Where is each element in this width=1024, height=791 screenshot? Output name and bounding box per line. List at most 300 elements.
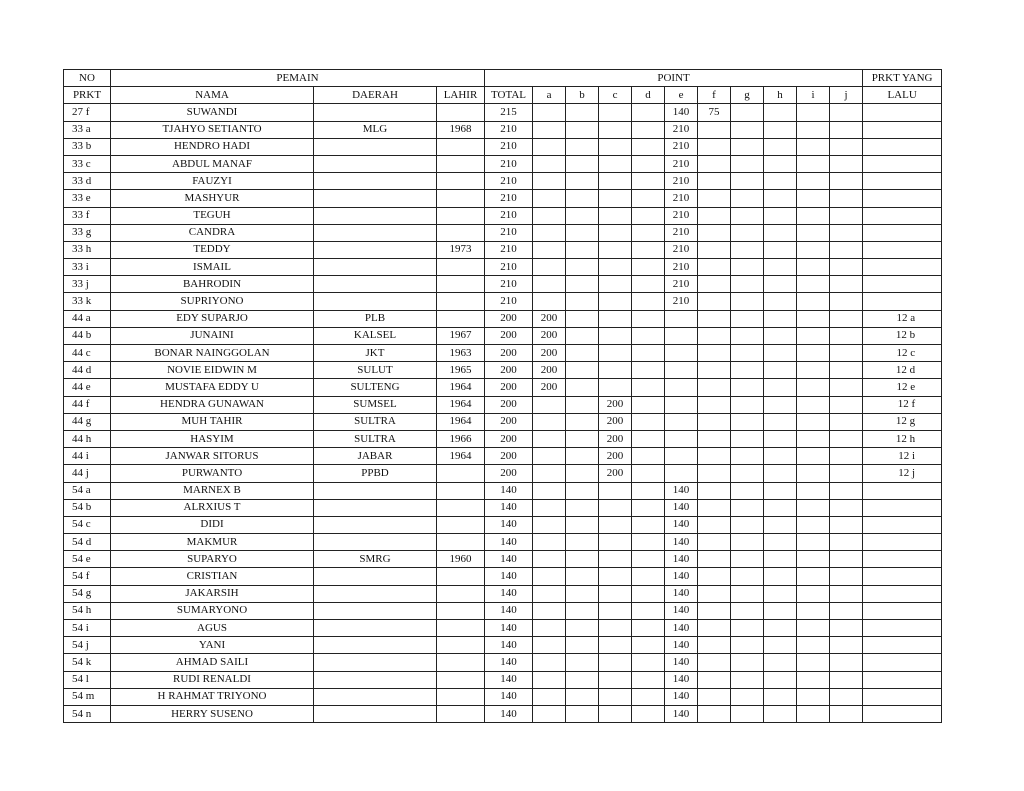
cell-prkt-lalu	[863, 155, 942, 172]
cell-no: 33 h	[64, 241, 111, 258]
cell-a	[533, 224, 566, 241]
cell-j	[830, 654, 863, 671]
cell-i	[797, 327, 830, 344]
cell-prkt-lalu	[863, 190, 942, 207]
cell-no: 54 i	[64, 620, 111, 637]
cell-c	[599, 705, 632, 722]
cell-c	[599, 688, 632, 705]
cell-c	[599, 499, 632, 516]
table-row	[64, 534, 942, 551]
cell-f	[698, 173, 731, 190]
cell-b	[566, 568, 599, 585]
cell-nama: TJAHYO SETIANTO	[111, 121, 314, 138]
cell-b	[566, 241, 599, 258]
cell-e: 140	[665, 551, 698, 568]
cell-e: 210	[665, 241, 698, 258]
cell-h	[764, 671, 797, 688]
table-row	[64, 602, 942, 619]
cell-a	[533, 654, 566, 671]
cell-nama: MUSTAFA EDDY U	[111, 379, 314, 396]
cell-h	[764, 190, 797, 207]
cell-h	[764, 413, 797, 430]
cell-f	[698, 155, 731, 172]
table-row	[64, 448, 942, 465]
cell-prkt-lalu	[863, 276, 942, 293]
cell-no: 54 a	[64, 482, 111, 499]
cell-daerah: JKT	[314, 345, 437, 362]
cell-b	[566, 138, 599, 155]
cell-i	[797, 396, 830, 413]
cell-nama: YANI	[111, 637, 314, 654]
header-daerah: DAERAH	[314, 87, 437, 104]
cell-nama: JUNAINI	[111, 327, 314, 344]
cell-f	[698, 620, 731, 637]
cell-f	[698, 585, 731, 602]
cell-j	[830, 499, 863, 516]
cell-b	[566, 259, 599, 276]
cell-i	[797, 637, 830, 654]
cell-nama: HENDRA GUNAWAN	[111, 396, 314, 413]
cell-prkt-lalu	[863, 293, 942, 310]
cell-total: 140	[485, 688, 533, 705]
cell-d	[632, 413, 665, 430]
cell-e: 210	[665, 224, 698, 241]
cell-h	[764, 568, 797, 585]
cell-b	[566, 155, 599, 172]
cell-i	[797, 345, 830, 362]
cell-lahir: 1964	[437, 396, 485, 413]
cell-c	[599, 671, 632, 688]
table-row	[64, 499, 942, 516]
cell-a	[533, 516, 566, 533]
cell-g	[731, 173, 764, 190]
cell-i	[797, 224, 830, 241]
cell-c	[599, 327, 632, 344]
cell-c	[599, 121, 632, 138]
cell-daerah	[314, 173, 437, 190]
cell-prkt-lalu	[863, 121, 942, 138]
cell-c: 200	[599, 413, 632, 430]
cell-f	[698, 637, 731, 654]
cell-j	[830, 516, 863, 533]
cell-daerah: JABAR	[314, 448, 437, 465]
cell-g	[731, 362, 764, 379]
table-row	[64, 327, 942, 344]
cell-daerah	[314, 654, 437, 671]
cell-total: 140	[485, 585, 533, 602]
cell-a	[533, 173, 566, 190]
cell-a: 200	[533, 345, 566, 362]
cell-j	[830, 482, 863, 499]
cell-c	[599, 482, 632, 499]
header-h: h	[764, 87, 797, 104]
cell-lahir	[437, 173, 485, 190]
cell-b	[566, 671, 599, 688]
cell-b	[566, 310, 599, 327]
cell-g	[731, 551, 764, 568]
cell-j	[830, 104, 863, 121]
cell-e: 140	[665, 654, 698, 671]
cell-daerah	[314, 534, 437, 551]
cell-no: 33 f	[64, 207, 111, 224]
cell-daerah: PLB	[314, 310, 437, 327]
cell-h	[764, 104, 797, 121]
cell-c	[599, 379, 632, 396]
cell-e	[665, 413, 698, 430]
cell-no: 54 j	[64, 637, 111, 654]
header-c: c	[599, 87, 632, 104]
cell-d	[632, 207, 665, 224]
cell-prkt-lalu: 12 i	[863, 448, 942, 465]
cell-b	[566, 430, 599, 447]
cell-b	[566, 585, 599, 602]
cell-no: 33 i	[64, 259, 111, 276]
cell-daerah: SULTRA	[314, 413, 437, 430]
header-point: POINT	[485, 70, 863, 87]
cell-g	[731, 224, 764, 241]
cell-prkt-lalu: 12 h	[863, 430, 942, 447]
cell-e	[665, 327, 698, 344]
table-row	[64, 516, 942, 533]
cell-a	[533, 568, 566, 585]
cell-h	[764, 620, 797, 637]
cell-prkt-lalu	[863, 259, 942, 276]
cell-g	[731, 499, 764, 516]
table-row	[64, 654, 942, 671]
cell-a	[533, 104, 566, 121]
cell-daerah	[314, 138, 437, 155]
cell-no: 54 h	[64, 602, 111, 619]
cell-no: 54 n	[64, 705, 111, 722]
cell-lahir: 1967	[437, 327, 485, 344]
cell-total: 140	[485, 551, 533, 568]
cell-c	[599, 620, 632, 637]
cell-h	[764, 345, 797, 362]
cell-daerah: SUMSEL	[314, 396, 437, 413]
cell-g	[731, 620, 764, 637]
cell-no: 33 d	[64, 173, 111, 190]
cell-c: 200	[599, 448, 632, 465]
cell-prkt-lalu: 12 b	[863, 327, 942, 344]
cell-lahir: 1964	[437, 379, 485, 396]
table-row	[64, 259, 942, 276]
cell-lahir	[437, 671, 485, 688]
cell-d	[632, 379, 665, 396]
cell-lahir	[437, 207, 485, 224]
cell-total: 210	[485, 207, 533, 224]
cell-d	[632, 190, 665, 207]
cell-no: 54 e	[64, 551, 111, 568]
table-row	[64, 671, 942, 688]
cell-d	[632, 104, 665, 121]
cell-no: 54 b	[64, 499, 111, 516]
cell-d	[632, 276, 665, 293]
cell-f	[698, 396, 731, 413]
header-nama: NAMA	[111, 87, 314, 104]
cell-j	[830, 379, 863, 396]
cell-a	[533, 620, 566, 637]
cell-j	[830, 396, 863, 413]
cell-daerah	[314, 568, 437, 585]
cell-prkt-lalu	[863, 705, 942, 722]
cell-total: 140	[485, 620, 533, 637]
cell-g	[731, 155, 764, 172]
cell-g	[731, 568, 764, 585]
cell-e: 210	[665, 293, 698, 310]
cell-f	[698, 413, 731, 430]
cell-h	[764, 688, 797, 705]
cell-j	[830, 671, 863, 688]
cell-nama: MAKMUR	[111, 534, 314, 551]
cell-g	[731, 276, 764, 293]
cell-b	[566, 345, 599, 362]
cell-i	[797, 241, 830, 258]
cell-no: 33 a	[64, 121, 111, 138]
cell-h	[764, 379, 797, 396]
cell-total: 200	[485, 448, 533, 465]
cell-lahir	[437, 465, 485, 482]
cell-a	[533, 121, 566, 138]
cell-b	[566, 516, 599, 533]
cell-j	[830, 345, 863, 362]
cell-lahir: 1964	[437, 448, 485, 465]
cell-c: 200	[599, 465, 632, 482]
cell-daerah: SULTRA	[314, 430, 437, 447]
cell-no: 54 m	[64, 688, 111, 705]
cell-daerah: MLG	[314, 121, 437, 138]
table-row	[64, 396, 942, 413]
cell-daerah: KALSEL	[314, 327, 437, 344]
cell-prkt-lalu	[863, 207, 942, 224]
cell-daerah	[314, 620, 437, 637]
cell-f	[698, 654, 731, 671]
cell-b	[566, 534, 599, 551]
cell-total: 210	[485, 224, 533, 241]
cell-j	[830, 688, 863, 705]
cell-h	[764, 482, 797, 499]
cell-c	[599, 293, 632, 310]
cell-j	[830, 585, 863, 602]
cell-i	[797, 568, 830, 585]
table-row	[64, 293, 942, 310]
cell-e: 210	[665, 190, 698, 207]
cell-j	[830, 276, 863, 293]
cell-nama: SUMARYONO	[111, 602, 314, 619]
cell-f	[698, 688, 731, 705]
cell-i	[797, 293, 830, 310]
cell-prkt-lalu: 12 g	[863, 413, 942, 430]
cell-total: 140	[485, 499, 533, 516]
cell-j	[830, 224, 863, 241]
cell-no: 54 k	[64, 654, 111, 671]
cell-e	[665, 379, 698, 396]
cell-h	[764, 534, 797, 551]
cell-j	[830, 173, 863, 190]
cell-g	[731, 121, 764, 138]
cell-i	[797, 551, 830, 568]
cell-nama: BAHRODIN	[111, 276, 314, 293]
cell-e: 140	[665, 568, 698, 585]
cell-b	[566, 396, 599, 413]
cell-h	[764, 327, 797, 344]
cell-h	[764, 396, 797, 413]
header-i: i	[797, 87, 830, 104]
cell-prkt-lalu	[863, 688, 942, 705]
cell-e: 140	[665, 516, 698, 533]
cell-d	[632, 430, 665, 447]
cell-daerah	[314, 585, 437, 602]
cell-lahir	[437, 190, 485, 207]
cell-prkt-lalu	[863, 637, 942, 654]
cell-f	[698, 602, 731, 619]
cell-total: 140	[485, 568, 533, 585]
cell-f	[698, 671, 731, 688]
cell-b	[566, 121, 599, 138]
cell-nama: CANDRA	[111, 224, 314, 241]
cell-nama: RUDI RENALDI	[111, 671, 314, 688]
cell-e: 140	[665, 585, 698, 602]
cell-no: 27 f	[64, 104, 111, 121]
cell-no: 44 d	[64, 362, 111, 379]
cell-nama: SUWANDI	[111, 104, 314, 121]
cell-daerah	[314, 637, 437, 654]
cell-i	[797, 155, 830, 172]
cell-a	[533, 430, 566, 447]
cell-d	[632, 224, 665, 241]
cell-b	[566, 276, 599, 293]
cell-no: 54 f	[64, 568, 111, 585]
cell-f	[698, 276, 731, 293]
cell-c	[599, 190, 632, 207]
cell-e: 210	[665, 121, 698, 138]
cell-no: 44 b	[64, 327, 111, 344]
cell-g	[731, 430, 764, 447]
table-row	[64, 276, 942, 293]
cell-f	[698, 465, 731, 482]
cell-d	[632, 671, 665, 688]
cell-no: 33 c	[64, 155, 111, 172]
cell-f	[698, 568, 731, 585]
cell-no: 54 d	[64, 534, 111, 551]
cell-c	[599, 568, 632, 585]
cell-lahir: 1960	[437, 551, 485, 568]
cell-d	[632, 654, 665, 671]
cell-e: 210	[665, 138, 698, 155]
cell-j	[830, 413, 863, 430]
cell-a	[533, 207, 566, 224]
cell-g	[731, 705, 764, 722]
cell-b	[566, 224, 599, 241]
header-lahir: LAHIR	[437, 87, 485, 104]
cell-i	[797, 482, 830, 499]
cell-g	[731, 207, 764, 224]
cell-daerah	[314, 276, 437, 293]
cell-d	[632, 482, 665, 499]
cell-total: 200	[485, 310, 533, 327]
cell-f	[698, 379, 731, 396]
cell-h	[764, 173, 797, 190]
cell-i	[797, 413, 830, 430]
header-row-2	[64, 87, 942, 104]
cell-j	[830, 602, 863, 619]
cell-daerah	[314, 207, 437, 224]
cell-g	[731, 379, 764, 396]
cell-d	[632, 620, 665, 637]
cell-nama: ALRXIUS T	[111, 499, 314, 516]
cell-a	[533, 276, 566, 293]
cell-total: 210	[485, 241, 533, 258]
cell-d	[632, 551, 665, 568]
cell-prkt-lalu	[863, 534, 942, 551]
cell-nama: HENDRO HADI	[111, 138, 314, 155]
cell-d	[632, 568, 665, 585]
table-body	[64, 104, 942, 723]
cell-e: 140	[665, 637, 698, 654]
cell-d	[632, 705, 665, 722]
cell-daerah	[314, 224, 437, 241]
cell-no: 44 g	[64, 413, 111, 430]
cell-a	[533, 413, 566, 430]
header-g: g	[731, 87, 764, 104]
cell-f	[698, 534, 731, 551]
cell-prkt-lalu	[863, 173, 942, 190]
cell-b	[566, 654, 599, 671]
cell-b	[566, 499, 599, 516]
cell-no: 44 c	[64, 345, 111, 362]
cell-lahir	[437, 293, 485, 310]
cell-lahir	[437, 482, 485, 499]
cell-i	[797, 430, 830, 447]
header-no: NO	[64, 70, 111, 87]
cell-i	[797, 671, 830, 688]
cell-d	[632, 688, 665, 705]
table-row	[64, 362, 942, 379]
cell-c	[599, 155, 632, 172]
cell-j	[830, 620, 863, 637]
cell-j	[830, 551, 863, 568]
cell-h	[764, 224, 797, 241]
cell-nama: BONAR NAINGGOLAN	[111, 345, 314, 362]
cell-a	[533, 534, 566, 551]
cell-a: 200	[533, 379, 566, 396]
cell-c	[599, 602, 632, 619]
cell-nama: AHMAD SAILI	[111, 654, 314, 671]
cell-a	[533, 482, 566, 499]
cell-no: 33 k	[64, 293, 111, 310]
table-row	[64, 224, 942, 241]
cell-e: 140	[665, 104, 698, 121]
cell-g	[731, 465, 764, 482]
table-row	[64, 121, 942, 138]
header-pemain: PEMAIN	[111, 70, 485, 87]
cell-g	[731, 259, 764, 276]
cell-j	[830, 259, 863, 276]
cell-g	[731, 534, 764, 551]
cell-g	[731, 310, 764, 327]
table-row	[64, 413, 942, 430]
cell-j	[830, 327, 863, 344]
cell-a	[533, 585, 566, 602]
cell-lahir	[437, 688, 485, 705]
cell-e: 210	[665, 155, 698, 172]
cell-lahir	[437, 534, 485, 551]
cell-prkt-lalu: 12 j	[863, 465, 942, 482]
cell-h	[764, 654, 797, 671]
table-row	[64, 241, 942, 258]
cell-j	[830, 241, 863, 258]
cell-c	[599, 585, 632, 602]
cell-total: 210	[485, 259, 533, 276]
